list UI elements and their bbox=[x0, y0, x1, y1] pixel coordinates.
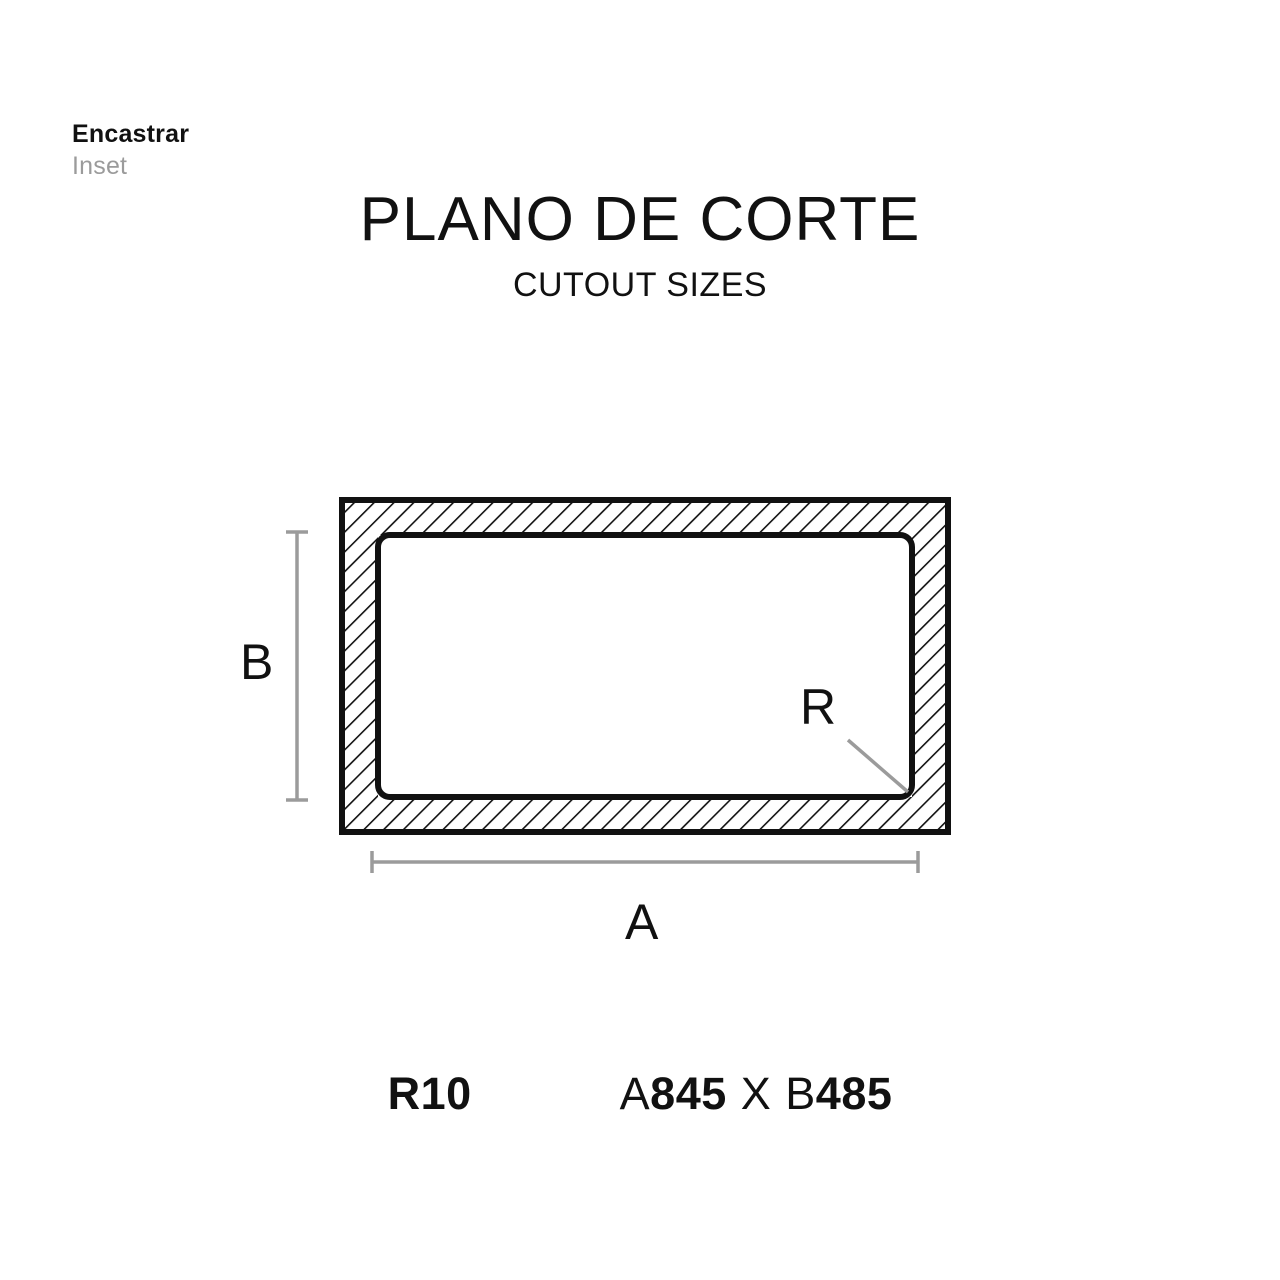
dimension-line-width bbox=[372, 851, 918, 873]
cutout-frame bbox=[342, 500, 948, 832]
page-subtitle: CUTOUT SIZES bbox=[512, 266, 768, 305]
spec-height-value: 485 bbox=[815, 1068, 893, 1119]
spec-width-value: 845 bbox=[650, 1068, 727, 1119]
spec-width-prefix: A bbox=[619, 1068, 651, 1119]
inset-label-primary: Encastrar bbox=[72, 120, 190, 148]
dimension-line-height bbox=[286, 532, 308, 800]
spec-dimensions bbox=[620, 1068, 893, 1120]
spec-footer bbox=[0, 1068, 1280, 1120]
spec-radius: R10 bbox=[387, 1068, 472, 1119]
spec-height-prefix: B bbox=[785, 1068, 816, 1119]
dimension-label-radius: R bbox=[800, 679, 837, 735]
spec-times: X bbox=[740, 1068, 772, 1119]
inset-label-secondary: Inset bbox=[72, 152, 128, 180]
page-title: PLANO DE CORTE bbox=[359, 185, 921, 254]
dimension-label-height: B bbox=[240, 634, 274, 690]
page-title-block bbox=[0, 186, 1280, 305]
dimension-label-width: A bbox=[625, 894, 659, 950]
inset-label bbox=[72, 118, 189, 182]
